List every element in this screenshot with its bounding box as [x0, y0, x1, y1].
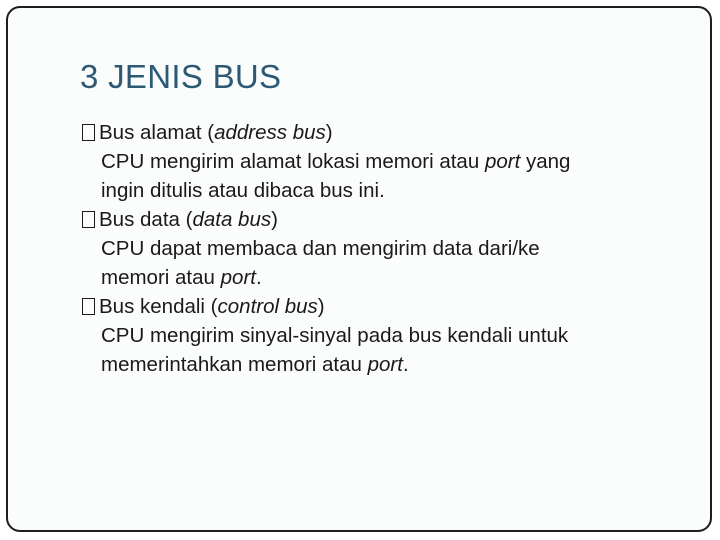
- slide-body: [82, 118, 682, 379]
- bullet-heading: [82, 205, 682, 234]
- description-line: [82, 321, 682, 350]
- description-term: port: [484, 150, 521, 173]
- missing-glyph-bullet-icon: [82, 124, 95, 141]
- description-text: .: [255, 266, 262, 289]
- description-text: .: [402, 353, 409, 376]
- bullet-item-address-bus: [82, 118, 682, 205]
- description-line: [82, 350, 682, 379]
- heading-close: ): [325, 121, 333, 144]
- description-line: [82, 234, 682, 263]
- bullet-heading: [82, 118, 682, 147]
- description-text: memerintahkan memori atau: [101, 353, 368, 376]
- bullet-heading: [82, 292, 682, 321]
- description-term: port: [367, 353, 403, 376]
- missing-glyph-bullet-icon: [82, 211, 95, 228]
- description-text: yang: [520, 150, 571, 173]
- description-line: [82, 176, 682, 205]
- description-text: CPU dapat membaca dan mengirim data dari/ke: [101, 237, 540, 260]
- description-term: port: [220, 266, 256, 289]
- heading-text: Bus alamat (: [99, 121, 215, 144]
- description-text: memori atau: [101, 266, 221, 289]
- heading-text: Bus data (: [99, 208, 193, 231]
- description-line: [82, 147, 682, 176]
- heading-text: Bus kendali (: [99, 295, 218, 318]
- bullet-item-data-bus: [82, 205, 682, 292]
- heading-close: ): [317, 295, 325, 318]
- slide-title: 3 JENIS BUS: [80, 58, 282, 95]
- description-line: [82, 263, 682, 292]
- heading-close: ): [271, 208, 278, 231]
- description-text: CPU mengirim alamat lokasi memori atau: [101, 150, 485, 173]
- description-text: ingin ditulis atau dibaca bus ini.: [101, 179, 385, 202]
- missing-glyph-bullet-icon: [82, 298, 95, 315]
- heading-term: address bus: [214, 121, 326, 144]
- heading-term: control bus: [217, 295, 318, 318]
- description-text: CPU mengirim sinyal-sinyal pada bus kendali untuk: [101, 324, 569, 347]
- heading-term: data bus: [192, 208, 272, 231]
- bullet-item-control-bus: [82, 292, 682, 379]
